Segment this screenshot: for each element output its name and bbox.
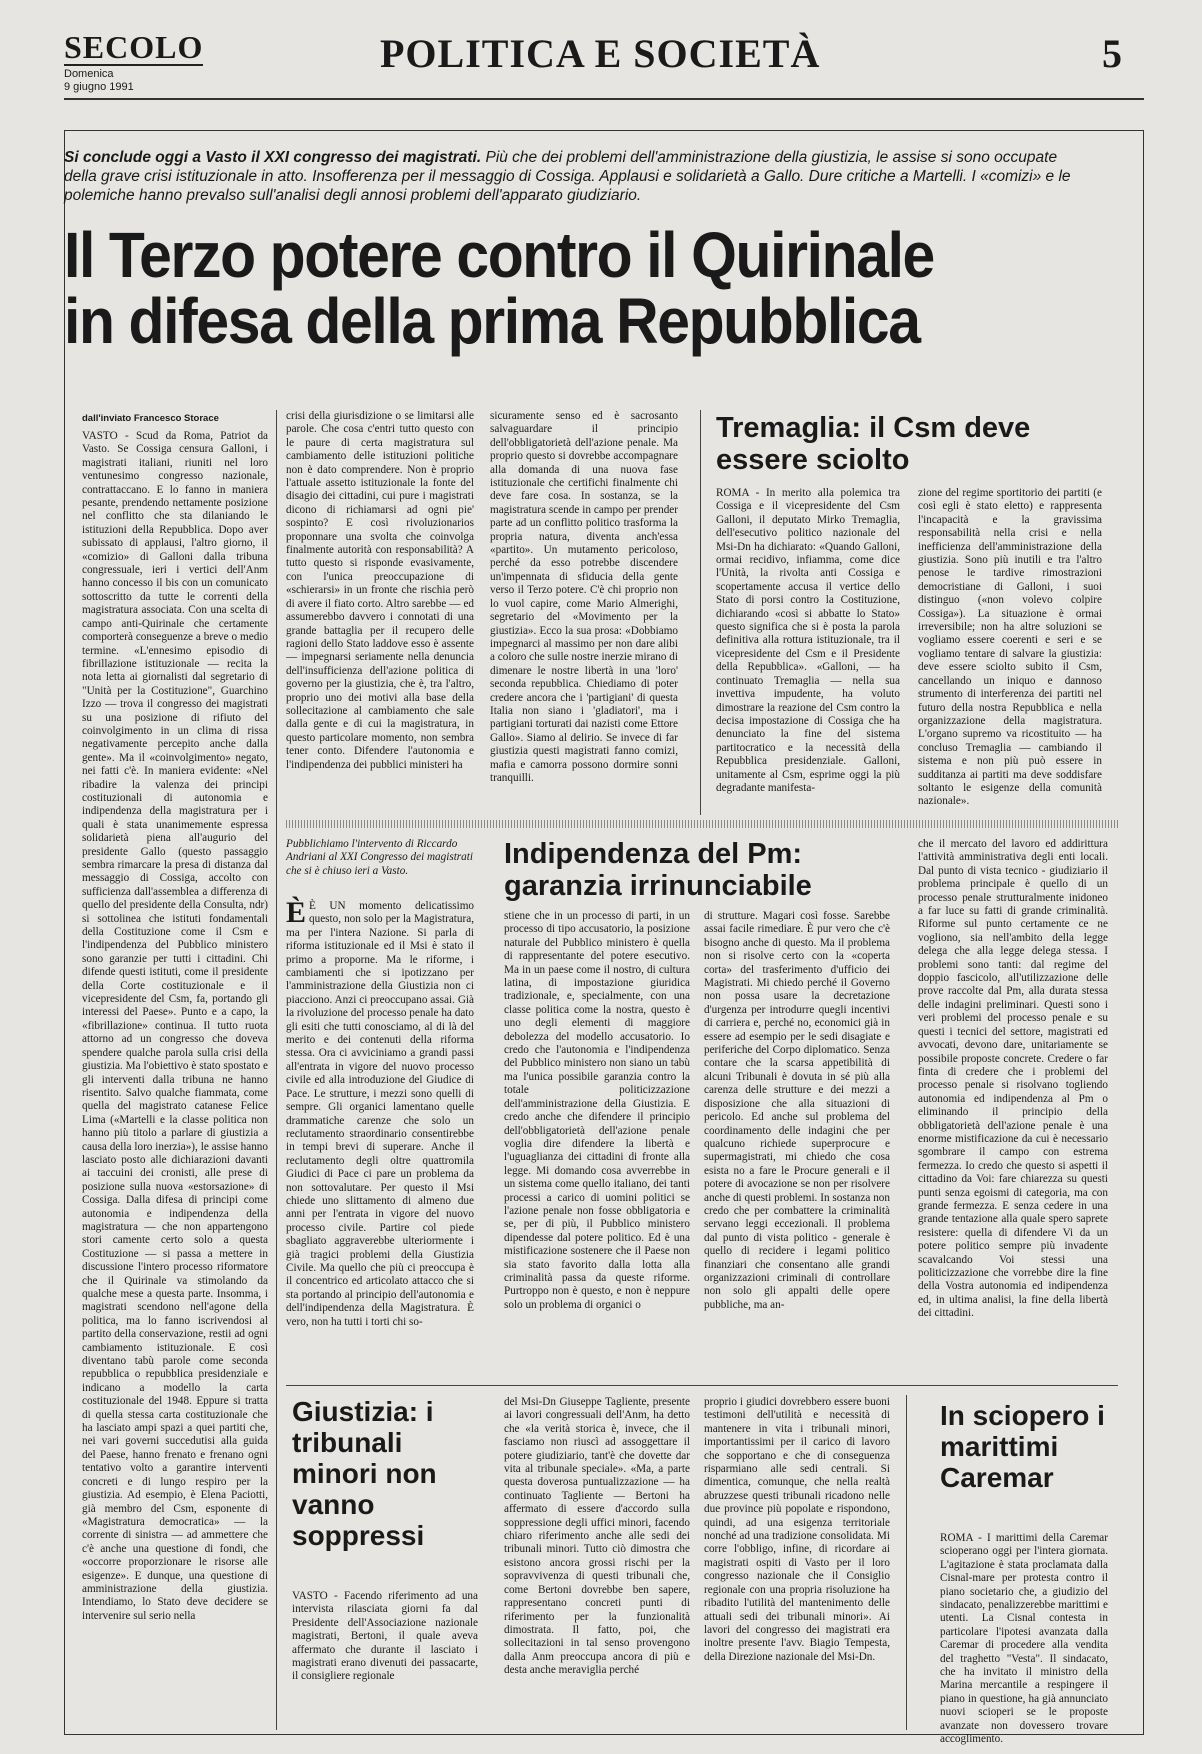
tremaglia-col-2: zione del regime sportitorio dei partiti (e così egli è stato eletto) e rappresenta l'incapacità e la gravissima responsabilità nella crisi e nella inefficienza dell'amministrazione della giustizia. Sono più inutili e tra l'altro penose le tardive rimostrazioni democristiane di Galloni, i suoi distinguo («non volevo colpire Cossiga»). La situazione è ormai irreversibile; non ha altre soluzioni se vogliamo essere coerenti e seri e se vogliamo tentare di salvare la giustizia: deve essere sciolto subito il Csm, cancellando un iniquo e dannoso strumento di interferenza dei partiti nel futuro della nostra Repubblica e nella organizzazione della magistratura. L'organo supremo va ricostituito — ha concluso Tremaglia — cambiando il sistema e non più può essere in sudditanza ai partiti ma deve soddisfare soltanto le esigenze della comunità nazionale». (918, 487, 1102, 808)
giustizia-col-1: VASTO - Facendo riferimento ad una intervista rilasciata giorni fa dal Presidente dell'Associazione nazionale magistrati, Bertoni, il quale aveva affermato che durante il lasciato i magistrati erano divenuti dei passacarte, il consigliere regionale (292, 1590, 478, 1683)
pm-col-3: di strutture. Magari così fosse. Sarebbe assai facile rimediare. È pur vero che c'è bisogno anche di questo. Ma il problema non si risolve certo con la «coperta corta» del trasferimento d'ufficio dei Magistrati. Mi chiedo perché il Governo non possa usare la decretazione d'urgenza per introdurre quegli incentivi di carriera e, perché no, economici già in essere ad esempio per le sedi disagiate e periferiche del Corpo diplomatico. Senza contare che la scarsa appetibilità di alcuni Tribunali è dovuta in sé più alla carenza delle strutture e dei mezzi a disposizione che alla situazioni di pericolo. Ed anche sul problema del coordinamento delle indagini che per qualcuno richiede superprocure e supermagistrati, mi chiedo che cosa esista no a fare le Procure generali e il potere di avocazione se non per risolvere anche di questi problemi. In sostanza non credo che per combattere la criminalità servano leggi eccezionali. Il problema dal punto di vista politico - generale è quello di recidere i legami politico finanziari che consentano alle grandi organizzazioni criminali di controllare non solo gli appalti delle opere pubbliche, ma an- (704, 910, 890, 1311)
main-story-col-1: VASTO - Scud da Roma, Patriot da Vasto. Se Cossiga censura Galloni, i magistrati italiani, riuniti nel loro ventunesimo congresso nazionale, contrattaccano. E lo fanno in maniera pesante, prendendo nettamente posizione nel conflitto che sta dilaniando le istituzioni della Repubblica. Dopo aver subissato di applausi, l'altro giorno, il «comizio» di Galloni dalla tribuna congressuale, ieri i vertici dell'Anm hanno concesso il bis con un comunicato sottoscritto da tutte le correnti della magistratura associata. Con una scelta di campo anti-Quirinale che certamente comporterà conseguenze a breve o medio termine. «L'ennesimo episodio di fibrillazione istituzionale — recita la nota letta ai giornalisti dal segretario di "Unità per la Costituzione", Guarchino Izzo — trova il congresso dei magistrati su una posizione di rifiuto del coinvolgimento in un clima di rissa negativamente percepito anche dalla gente». Ma il «coinvolgimento» negato, nei fatti c'è. In maniera evidente: «Nel ribadire la valenza dei principi costituzionali di autonomia e indipendenza della magistratura per i quali è stata unanimemente espressa solidarietà piena all'augurio del presidente Gallo (questo passaggio sembra rimarcare la presa di distanza dal messaggio di Cossiga, accolto con sufficienza dall'assemblea a differenza di quello del presidente della Consulta, ndr) si sottolinea che istituti fondamentali della Costituzione come il Csm e l'indipendenza del Pubblico ministero sono garanzie per tutti i cittadini. Chi difende questi istituti, come il presidente della Corte costituzionale e il vicepresidente del Csm, fa, portando gli interessi del Paese». Punto e a capo, la «fibrillazione» continua. Il tutto ruota attorno ad un congresso che doveva spendere qualche parola sulla crisi della giustizia. Ma l'obiettivo è stato spostato e gli interventi dalla tribuna ne hanno risentito. Salvo qualche fiammata, come quella del magistrato catanese Felice Lima («Martelli e la classe politica non hanno più titolo a parlare di giustizia a causa della loro inerzia»), le assise hanno lasciato posto alle dichiarazioni davanti ai taccuini dei cronisti, alle prese di posizione sulla nuova «estorsazione» di Cossiga. Dalla difesa di principi come autonomia e indipendenza della magistratura — che non appartengono stori camente certo solo a questa Costituzione — si passa a mettere in discussione l'intero processo riformatore che il Quirinale va stimolando da qualche mese a questa parte. Insomma, i magistrati scendono nell'agone della politica, ma lo fanno iscrivendosi al partito della conservazione, restii ad ogni cambiamento istituzionale. E così diventano tabù parole come seconda repubblica o repubblica presidenziale e indicano a modello la carta costituzionale del 1948. Eppure si tratta di quella stessa carta costituzionale che ha lasciato ampi spazi a quei partiti che, nei vari governi succedutisi alla guida del Paese, hanno frenato e frenano ogni tentativo volto a garantire interventi concreti e di lungo respiro per la giustizia. Ad esempio, è Elena Paciotti, già membro del Csm, esponente di «Magistratura democratica» — la corrente di sinistra — ad ammettere che c'è anche una questione di fondi, che «occorre proporzionare le risorse alle esigenze». E dunque, una questione di amministrazione della giustizia. Intendiamo, lo Stato deve decidere se intervenire sul serio nella (82, 430, 268, 1622)
sciopero-col: ROMA - I marittimi della Caremar scioperano oggi per l'intera giornata. L'agitazione è stata proclamata dalla Cisnal-mare per protesta contro il piano societario che, a giudizio del sindacato, penalizzerebbe marittimi e utenti. La Cisnal contesta in particolare l'ipotesi avanzata dalla Caremar di procedere alla vendita del traghetto "Vesta". Il sindacato, che ha invitato il ministro della Marina mercantile a respingere il piano in questione, ha già annunciato nuovi scioperi se le proposte avanzate non dovessero trovare accoglimento. (940, 1532, 1108, 1746)
lower-rule (286, 1385, 1118, 1386)
sciopero-headline: In sciopero i marittimi Caremar (940, 1400, 1105, 1493)
tremaglia-headline: Tremaglia: il Csm deve essere sciolto (716, 412, 1031, 476)
tremaglia-col-1: ROMA - In merito alla polemica tra Cossiga e il vicepresidente del Csm Galloni, il deputato Mirko Tremaglia, dell'esecutivo politico nazionale del Msi-Dn ha dichiarato: «Quando Galloni, ormai recidivo, infiamma, come dice l'Unità, la rivolta anti Cossiga e scopertamente accusa il vertice dello Stato di porsi contro la Costituzione, dichiarando «così si abbatte lo Stato» questo significa che si è posta la parola definitiva alla rottura istituzionale, tra il vicepresidente del Csm e il Presidente della Repubblica». «Galloni, — ha continuato Tremaglia — nella sua invettiva impudente, ha voluto dimostrare la reazione del Csm contro la decisa impostazione di Cossiga che ha denunciato la fine del sistema partitocratico e la necessità della Repubblica presidenziale. Galloni, unitamente al Csm, esprime oggi la più degradante manifesta- (716, 487, 900, 794)
header-rule (64, 98, 1144, 100)
issue-date (64, 68, 134, 94)
pm-col-1 (286, 896, 474, 1370)
column-divider (276, 410, 277, 1730)
masthead: SECOLO (64, 29, 204, 65)
pm-intro: Pubblichiamo l'intervento di Riccardo Andriani al XXI Congresso dei magistrati che si è chiuso ieri a Vasto. (286, 838, 473, 877)
issue-day: Domenica (64, 68, 114, 80)
headline-line-1: Il Terzo potere contro il Quirinale (64, 219, 934, 291)
pm-headline: Indipendenza del Pm: garanzia irrinunciabile (504, 838, 812, 902)
main-story-col-3: sicuramente senso ed è sacrosanto salvaguardare il principio dell'obbligatorietà dell'azione penale. Ma proprio questo si dovrebbe accompagnare alla domanda di una nuova fase istituzionale che certifichi finalmente chi deve fare cosa. In sostanza, se la magistratura scende in campo per prender parte ad un conflitto politico trasforma la propria natura, diventa anch'essa «partito». Un mutamento pericoloso, perché da esso potrebbe discendere un'impennata di sfiducia della gente verso il Terzo potere. C'è chi proprio non lo vuol capire, come Mario Almerighi, segretario del «Movimento per la giustizia». Ecco la sua prosa: «Dobbiamo impegnarci al massimo per non dare alibi a coloro che sulle nostre inerzie mirano di dimenare le nostre libertà in una 'loro' seconda repubblica. Chiediamo di poter credere ancora che i 'partigiani' di questa Italia non siano i 'gladiatori', ma i partigiani torturati dai nazisti come Ettore Gallo». Siamo al delirio. Se invece di far giustizia questi magistrati fanno comizi, mafia e camorra possono dormire sonni tranquilli. (490, 410, 678, 784)
giustizia-col-2: del Msi-Dn Giuseppe Tagliente, presente ai lavori congressuali dell'Anm, ha detto che «la verità storica è, invece, che il fasciamo non riuscì ad assoggettare il potere giudiziario, tant'è che dovette dar vita al tribunale speciale». «Ma, a parte questa doverosa puntualizzazione — ha continuato Tagliente — Bertoni ha affermato di essere d'accordo sulla soppressione degli uffici minori, facendo chiaro riferimento anche alle sedi dei tribunali minori. Tutto ciò dimostra che esistono ancora grossi rischi per la sopravvivenza di questi tribunali che, come Bertoni dovrebbe ben sapere, rappresentano concreti punti di riferimento per la funzionalità dimostrata. Il fatto, poi, che sollecitazioni in tal senso provengono dalla Anm preoccupa ancora di più e desta anche meraviglia perché (504, 1396, 690, 1677)
section-title: POLITICA E SOCIETÀ (380, 31, 821, 76)
pm-col-1-text: È UN momento delicatissimo questo, non solo per la Magistratura, ma per l'intera Nazione. Si parla di riforma istituzionale ed il Msi è stato il primo a proporne. Ma le riforme, i cambiamenti che si ipotizzano per l'amministrazione della Giustizia non ci piacciono. Anzi ci preoccupano assai. Già la rivoluzione del processo penale ha dato gli esiti che tutti conosciamo, al di là del merito e dei contenuti della riforma stessa. Ora ci avviciniamo a grandi passi all'entrata in vigore del nuovo processo civile ed alla introduzione del Giudice di Pace. Le strutture, i mezzi sono quelli di sempre. Gli organici lamentano quelle drammatiche carenze che solo un reclutamento straordinario consentirebbe in tempi brevi di superare. Anche il reclutamento degli oltre quattromila Giudici di Pace ci pare un problema da non sottovalutare. Per questo il Msi chiede uno slittamento di almeno due anni per l'entrata in vigore del nuovo processo civile. Partire col piede sbagliato aggraverebbe ulteriormente i già tragici problemi della Giustizia Civile. Ma quello che più ci preoccupa è il concentrico ed articolato attacco che si sta portando al principio dell'autonomia e dell'indipendenza della Magistratura. È vero, non ha tutti i torti chi so- (286, 900, 474, 1328)
section-divider (286, 820, 1118, 828)
issue-full-date: 9 giugno 1991 (64, 81, 134, 93)
kicker-bold: Si conclude oggi a Vasto il XXI congresso dei magistrati. (64, 149, 482, 166)
drop-cap: È (286, 896, 307, 929)
main-headline (64, 219, 1039, 357)
page-number: 5 (1102, 31, 1122, 76)
giustizia-col-3: proprio i giudici dovrebbero essere buoni testimoni dell'utilità e necessità di mantenere in vita i tribunali minori, importantissimi per il carico di lavoro che sopportano e che di conseguenza risparmiano alle sedi centrali. Si dimentica, comunque, che nella realtà abruzzese questi tribunali ricadono nelle due province più popolate e rispondono, quindi, ad una esigenza territoriale nonché ad una tradizione consolidata. Mi corre l'obbligo, infine, di ricordare ai magistrati ospiti di Vasto per il loro congresso nazionale che il Consiglio regionale con una propria risoluzione ha ribadito l'utilità del mantenimento delle attuali sedi dei tribunali minori». Ai lavori del congresso dei magistrati era inoltre presente l'avv. Biagio Tempesta, della Direzione nazionale del Msi-Dn. (704, 1396, 890, 1663)
pm-col-2: stiene che in un processo di parti, in un processo di tipo accusatorio, la posizione naturale del Pubblico ministero è quella di rappresentante del potere esecutivo. Ma in un paese come il nostro, di cultura latina, di impostazione giuridica tradizionale, e, specialmente, con una classe politica come la nostra, questo è uno degli elementi di maggiore debolezza del modello accusatorio. Io credo che l'autonomia e l'indipendenza del Pubblico ministero non siano un tabù ma l'unica possibile garanzia contro la totale politicizzazione dell'amministrazione della Giustizia. E credo anche che difendere il principio dell'obbligatorietà dell'azione penale voglia dire difendere la libertà e l'uguaglianza dei cittadini di fronte alla legge. Mi domando cosa avverrebbe in un sistema come quello italiano, dei tanti processi a carico di uomini politici se l'azione penale non fosse obbligatoria e se, per di più, il Pubblico ministero dipendesse dal potere politico. Ed è una mistificazione sostenere che il Paese non sia stato favorito dalla lotta alla criminalità passa da queste riforme. Purtroppo non è questo, e non è neppure solo un problema di organici o (504, 910, 690, 1311)
sciopero-divider (906, 1395, 907, 1730)
kicker (64, 148, 1094, 205)
box-divider (700, 410, 701, 815)
main-story-col-2: crisi della giurisdizione o se limitarsi alle parole. Che cosa c'entri tutto questo con le paure di certa magistratura sul cambiamento delle istituzioni politiche non è dato comprendere. Non è proprio l'attuale assetto istituzionale la fonte del disagio dei cittadini, cui pure i magistrati dicono di richiamarsi ad ogni pie' sospinto? E così rivoluzionarios proponnare una svolta che coinvolga finalmente autorità con responsabilità? A tutto questo si risponde evasivamente, con l'unica preoccupazione di «schierarsi» in un fronte che rischia però di avere il fiato corto. Altro sarebbe — ed assumerebbo davvero i connotati di una grande battaglia per il recupero delle ragioni dello Stato laddove esso è assente — impegnarsi seriamente nella denuncia dell'insufficienza dell'azione politica di governo per la giustizia, che è, tra l'altro, proprio uno dei motivi alla base della sollecitazione al cambiamento che sale dalla gente e di cui la magistratura, in questo particolare momento, non sembra tener conto. Difendere l'autonomia e l'indipendenza dei pubblici ministeri ha (286, 410, 474, 771)
kicker-text: Più che dei problemi dell'amministrazione della giustizia, le assise si sono occupate della grave crisi istituzionale in atto. Insofferenza per il messaggio di Cossiga. Applausi e solidarietà a Gallo. Dure critiche a Martelli. I «comizi» e le polemiche hanno prevalso sull'analisi degli annosi problemi dell'apparato giudiziario. (64, 149, 1071, 204)
giustizia-headline: Giustizia: i tribunali minori non vanno soppressi (292, 1396, 437, 1551)
headline-line-2: in difesa della prima Repubblica (64, 285, 920, 357)
byline: dall'inviato Francesco Storace (82, 413, 219, 424)
pm-col-4: che il mercato del lavoro ed addirittura l'attività amministrativa degli enti locali. Dal punto di vista tecnico - giudiziario il problema principale è quello di un processo penale strutturalmente inidoneo a far luce su fatti di grande criminalità. Riforme sul punto certamente ce ne vogliono, sia nell'ambito della legge delega che alla legge delega stessa. I problemi sono tanti: dal regime del doppio fascicolo, all'utilizzazione delle prove raccolte dal Pm, alla durata stessa delle indagini preliminari. Questi sono i veri problemi del processo penale e su questi i tecnici del settore, magistrati ed avvocati, devono dare, unitariamente se possibile proposte concrete. Credere o far finta di credere che i problemi del processo penale si risolvano togliendo autonomia ed indipendenza al Pm o eliminando il principio della obbligatorietà dell'azione penale è una enorme mistificazione da cui è necessario sgombrare il campo con estrema fermezza. Io credo che questo si aspetti il cittadino da Voi: fare chiarezza su questi punti senza egoismi di categoria, ma con grande fermezza. E senza cedere in una grande tentazione alla quale spero saprete resistere: quella di difendere Vi da un potere politico sempre più invadente scavalcando Voi stessi una politicizzazione che vorrebbe dire la fine della Vostra autonomia ed indipendenza ed, in ultima analisi, la fine della libertà dei cittadini. (918, 838, 1108, 1320)
